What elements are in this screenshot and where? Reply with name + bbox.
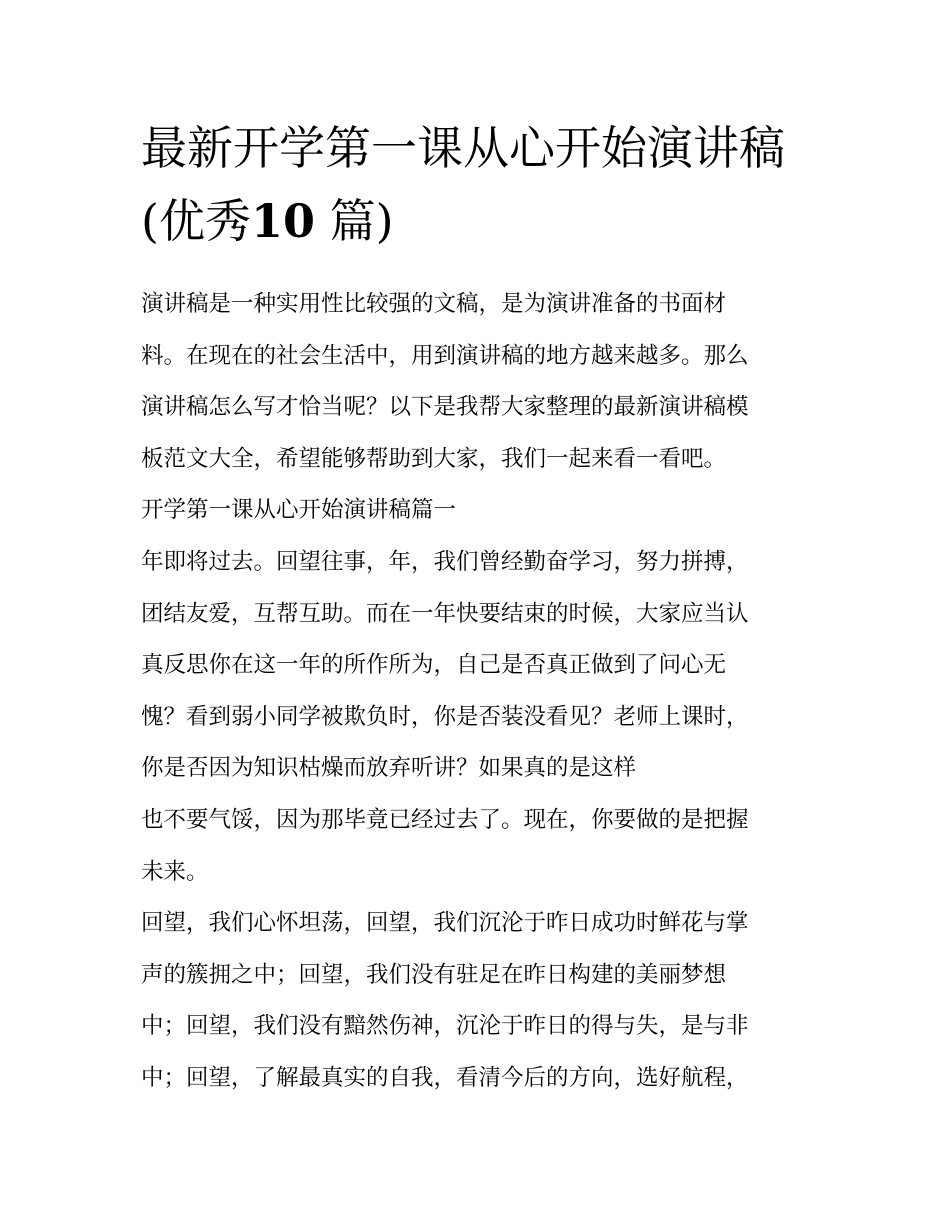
- body-line: 未来。: [141, 858, 209, 885]
- body-line: 愧？看到弱小同学被欺负时，你是否装没看见？老师上课时，: [141, 703, 749, 730]
- body-line: 回望，我们心怀坦荡，回望，我们沉沦于昨日成功时鲜花与掌: [141, 910, 749, 937]
- body-line: 演讲稿怎么写才恰当呢？以下是我帮大家整理的最新演讲稿模: [141, 394, 749, 421]
- body-line: 年即将过去。回望往事，年，我们曾经勤奋学习，努力拼搏，: [141, 548, 749, 575]
- document-title: [141, 112, 821, 258]
- body-line: 料。在现在的社会生活中，用到演讲稿的地方越来越多。那么: [141, 342, 749, 369]
- title-number: 10: [250, 194, 315, 248]
- section-heading: 开学第一课从心开始演讲稿篇一: [141, 497, 457, 524]
- body-line: 也不要气馁，因为那毕竟已经过去了。现在，你要做的是把握: [141, 806, 749, 833]
- body-line: 你是否因为知识枯燥而放弃听讲？如果真的是这样: [141, 755, 637, 782]
- body-line: 团结友爱，互帮互助。而在一年快要结束的时候，大家应当认: [141, 600, 749, 627]
- body-line: 演讲稿是一种实用性比较强的文稿，是为演讲准备的书面材: [141, 291, 727, 317]
- body-line: 板范文大全，希望能够帮助到大家，我们一起来看一看吧。: [141, 445, 727, 472]
- title-suffix: 篇): [314, 194, 394, 248]
- body-line: 真反思你在这一年的所作所为，自己是否真正做到了问心无: [141, 652, 727, 679]
- body-line: 中；回望，了解最真实的自我，看清今后的方向，选好航程，: [141, 1064, 749, 1091]
- body-line: 声的簇拥之中；回望，我们没有驻足在昨日构建的美丽梦想: [141, 961, 727, 988]
- document-body: [141, 279, 831, 1105]
- title-text: 最新开学第一课从心开始演讲稿(优秀: [141, 121, 785, 248]
- body-line: 中；回望，我们没有黯然伤神，沉沦于昨日的得与失，是与非: [141, 1013, 749, 1040]
